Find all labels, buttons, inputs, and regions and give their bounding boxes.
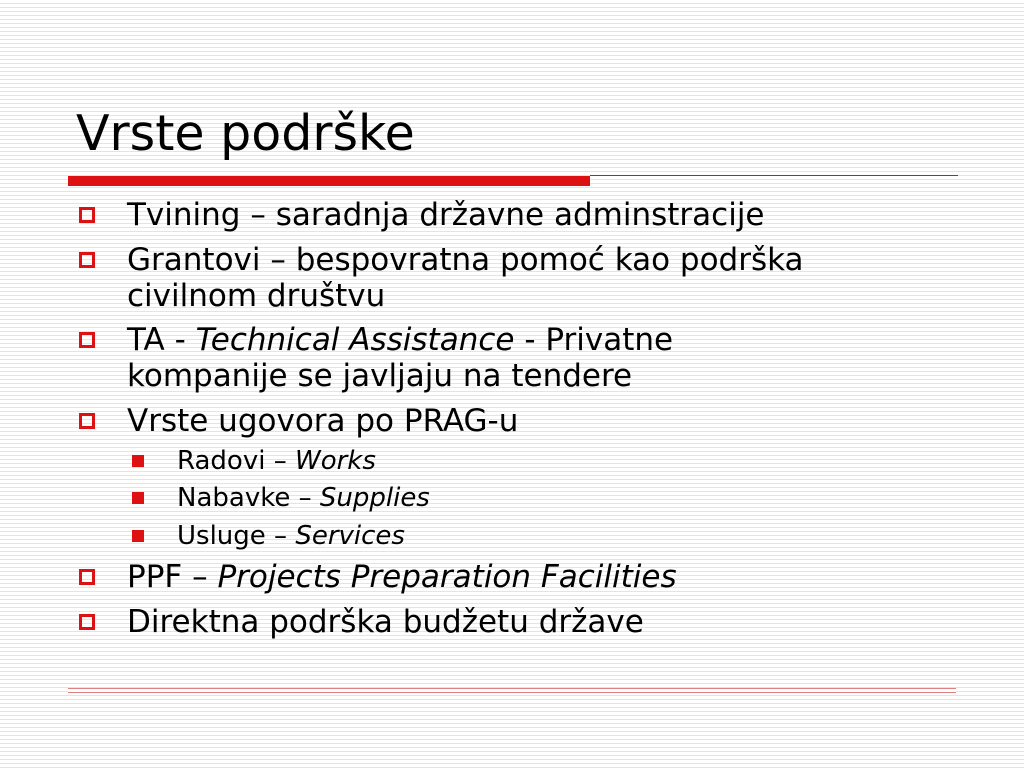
sub-list-item-prefix: Nabavke – [177,483,320,513]
list-item-suffix: - Privatne [514,322,674,358]
list-item-text: Tvining – saradnja državne adminstracije [127,197,765,233]
hollow-square-icon [79,207,95,223]
list-item-italic: Technical Assistance [195,322,515,358]
list-item-text: Grantovi – bespovratna pomoć kao podrška [127,242,804,278]
sub-list-item-prefix: Radovi – [177,446,295,476]
sub-list-item-prefix: Usluge – [177,521,296,551]
list-item-text-continued: kompanije se javljaju na tendere [127,358,633,394]
hollow-square-icon [79,332,95,348]
list-item-text: Direktna podrška budžetu države [127,604,644,640]
list-item-text-continued: civilnom društvu [127,278,386,314]
slide-title: Vrste podrške [76,105,415,162]
filled-square-icon [132,530,144,542]
hollow-square-icon [79,252,95,268]
sub-list-item-italic: Supplies [319,483,430,513]
list-item-text [127,559,987,595]
list-item-text [127,322,987,358]
hollow-square-icon [79,614,95,630]
filled-square-icon [132,455,144,467]
footer-divider [68,688,956,693]
hollow-square-icon [79,413,95,429]
list-item-prefix: PPF – [127,559,218,595]
filled-square-icon [132,492,144,504]
sub-list-item-italic: Services [295,521,405,551]
sub-list-item-text [177,482,877,514]
list-item-text: Vrste ugovora po PRAG-u [127,403,519,439]
title-underline-thin [590,175,958,176]
title-underline-thick [68,176,590,186]
sub-list-item-text [177,520,877,552]
list-item-prefix: TA - [127,322,196,358]
sub-list-item-italic: Works [294,446,376,476]
hollow-square-icon [79,569,95,585]
sub-list-item-text [177,445,877,477]
list-item-italic: Projects Preparation Facilities [217,559,677,595]
